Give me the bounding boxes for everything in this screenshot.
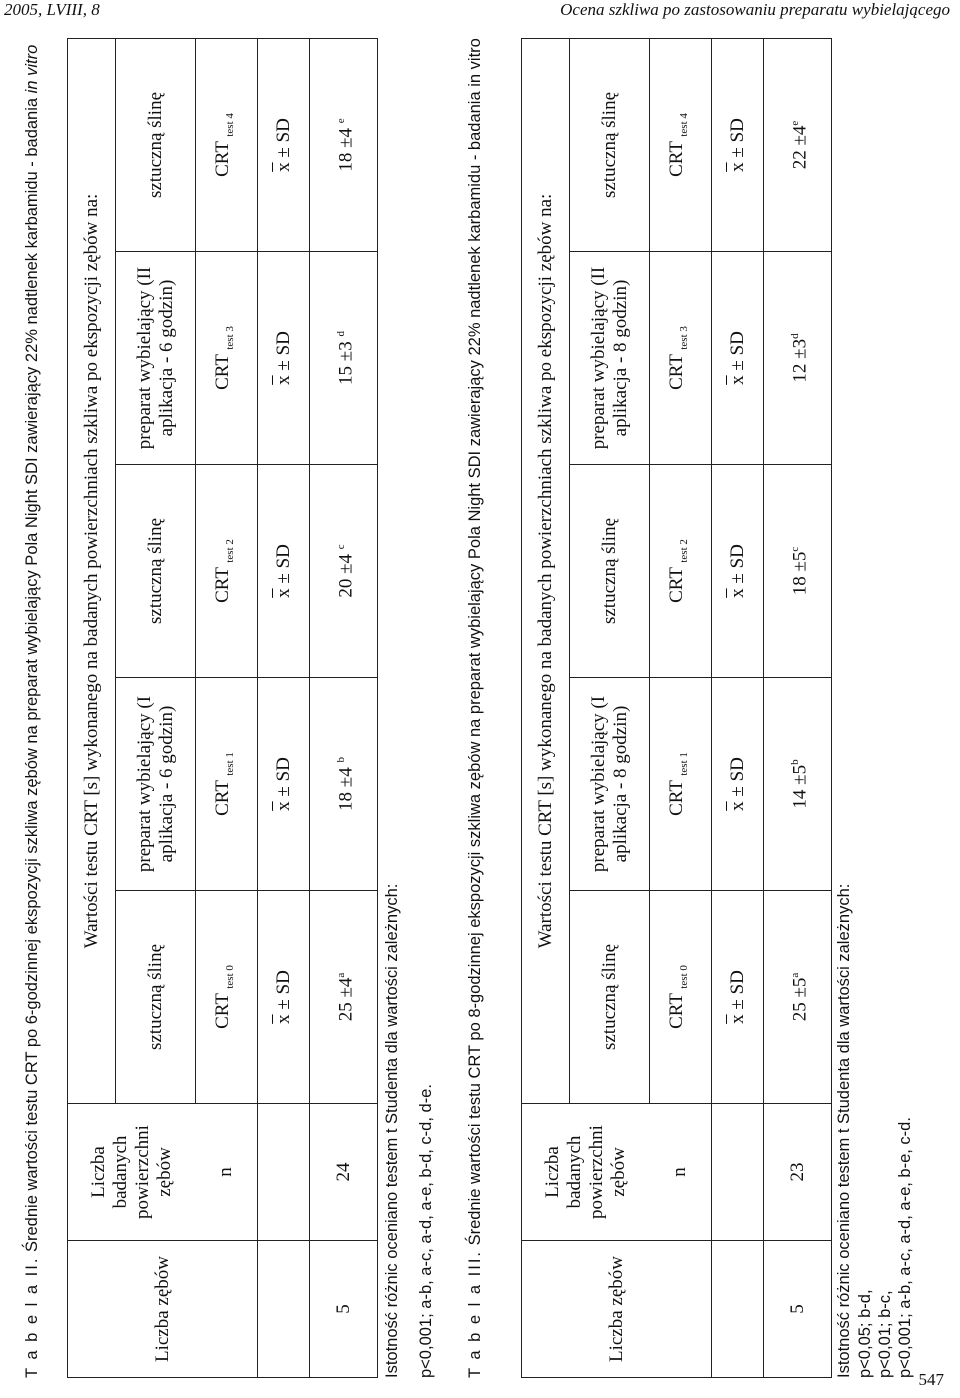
x-bar: $\overline{x}$ xyxy=(726,375,748,385)
table-iii-header-surfaces: Liczba badanych powierzchni zębów xyxy=(522,1104,650,1241)
value: 25 ±5 xyxy=(789,977,811,1022)
table-iii-crt-1 xyxy=(650,678,712,891)
crt-sub: test 2 xyxy=(223,539,236,563)
table-iii-n-label: n xyxy=(650,1104,712,1241)
table-iii-value-4 xyxy=(764,39,832,252)
table-ii-group-1: preparat wybielający (I aplikacja - 6 godzin) xyxy=(116,678,196,891)
crt-sub: test 3 xyxy=(677,326,690,350)
sig-letter: b xyxy=(334,757,347,763)
table-ii-value-1 xyxy=(310,678,378,891)
value: 25 ±4 xyxy=(335,977,357,1022)
table-iii-value-3 xyxy=(764,252,832,465)
sd-label: ± SD xyxy=(726,970,748,1010)
table-ii-group-4: sztuczną ślinę xyxy=(116,39,196,252)
sd-label: ± SD xyxy=(272,970,294,1010)
sd-label: ± SD xyxy=(726,331,748,371)
table-ii-value-4 xyxy=(310,39,378,252)
crt-sub: test 4 xyxy=(223,113,236,137)
value: 15 ±3 xyxy=(335,341,357,385)
table-iii-value-1 xyxy=(764,678,832,891)
table-iii-caption-text: Średnie wartości testu CRT po 8-godzinnej ekspozycji szkliwa zębów na preparat wybielający Pola Night SDI zawierający 22% nadtlenek karbamidu - badania in vitro xyxy=(466,38,484,1250)
crt-sub: test 1 xyxy=(223,752,236,776)
table-ii-header-teeth: Liczba zębów xyxy=(68,1241,258,1378)
value: 12 ±3 xyxy=(789,338,811,383)
sig-letter: a xyxy=(334,972,347,978)
table-iii-stat-0 xyxy=(712,891,764,1104)
table-iii-stat-3 xyxy=(712,252,764,465)
table-ii-note-line: p<0,001; a-b, a-c, a-d, a-e, b-d, c-d, d-e. xyxy=(417,1084,435,1378)
sd-label: ± SD xyxy=(726,757,748,797)
table-ii-caption xyxy=(22,38,43,1378)
table-iii-group-2: sztuczną ślinę xyxy=(570,465,650,678)
value: 18 ±5 xyxy=(789,551,811,596)
sig-letter: a xyxy=(788,972,801,978)
table-iii-group-0: sztuczną ślinę xyxy=(570,891,650,1104)
table-ii-stat-0 xyxy=(258,891,310,1104)
x-bar: $\overline{x}$ xyxy=(272,588,294,598)
table-iii-crt-2 xyxy=(650,465,712,678)
crt-sub: test 2 xyxy=(677,539,690,563)
value: 14 ±5 xyxy=(789,764,811,809)
x-bar: $\overline{x}$ xyxy=(726,162,748,172)
table-ii-surfaces-value: 24 xyxy=(310,1104,378,1241)
table-ii-label: T a b e l a II. xyxy=(23,1256,41,1378)
table-iii-blank xyxy=(712,1104,764,1241)
sd-label: ± SD xyxy=(272,544,294,584)
crt-label: CRT xyxy=(212,780,234,816)
table-ii-teeth-value: 5 xyxy=(310,1241,378,1378)
crt-label: CRT xyxy=(212,141,234,177)
table-ii-header-values: Wartości testu CRT [s] wykonanego na badanych powierzchniach szkliwa po ekspozycji zębów na: xyxy=(68,39,116,1104)
sig-letter: b xyxy=(788,759,801,765)
x-bar: $\overline{x}$ xyxy=(272,162,294,172)
table-iii-note-line: p<0,001; a-b, a-c, a-d, a-e, b-e, c-d. xyxy=(896,1117,914,1378)
table-ii-value-0 xyxy=(310,891,378,1104)
crt-sub: test 0 xyxy=(223,965,236,989)
sig-letter: e xyxy=(334,118,347,124)
crt-label: CRT xyxy=(666,993,688,1029)
crt-label: CRT xyxy=(666,780,688,816)
table-ii-crt-3 xyxy=(196,252,258,465)
table-iii-note-title: Istotność różnic oceniano testem t Studenta dla wartości zależnych: xyxy=(835,883,853,1378)
sd-label: ± SD xyxy=(726,544,748,584)
sd-label: ± SD xyxy=(272,757,294,797)
value: 22 ±4 xyxy=(789,125,811,170)
table-ii-group-0: sztuczną ślinę xyxy=(116,891,196,1104)
table-iii-group-4: sztuczną ślinę xyxy=(570,39,650,252)
table-ii-value-3 xyxy=(310,252,378,465)
table-iii-stat-4 xyxy=(712,39,764,252)
value: 18 ±4 xyxy=(335,767,357,811)
crt-label: CRT xyxy=(666,354,688,390)
table-ii-crt-0 xyxy=(196,891,258,1104)
table-ii-note-title: Istotność różnic oceniano testem t Studenta dla wartości zależnych: xyxy=(383,883,401,1378)
sd-label: ± SD xyxy=(272,118,294,158)
table-ii-group-3: preparat wybielający (II aplikacja - 6 godzin) xyxy=(116,252,196,465)
crt-label: CRT xyxy=(212,993,234,1029)
table-iii-crt-0 xyxy=(650,891,712,1104)
crt-sub: test 3 xyxy=(223,326,236,350)
table-iii-header-teeth: Liczba zębów xyxy=(522,1241,712,1378)
sig-letter: c xyxy=(334,544,347,550)
table-iii-crt-3 xyxy=(650,252,712,465)
rotated-page-content xyxy=(22,33,950,1378)
sd-label: ± SD xyxy=(272,331,294,371)
table-ii-crt-4 xyxy=(196,39,258,252)
table-ii-stat-2 xyxy=(258,465,310,678)
value: 20 ±4 xyxy=(335,553,357,598)
table-ii-stat-4 xyxy=(258,39,310,252)
table-iii xyxy=(521,38,832,1378)
crt-sub: test 4 xyxy=(677,113,690,137)
table-iii-stat-2 xyxy=(712,465,764,678)
table-ii-group-2: sztuczną ślinę xyxy=(116,465,196,678)
table-iii-label: T a b e l a III. xyxy=(466,1250,484,1378)
sig-letter: c xyxy=(788,546,801,552)
table-ii-header-surfaces: Liczba badanych powierzchni zębów xyxy=(68,1104,196,1241)
crt-label: CRT xyxy=(212,354,234,390)
x-bar: $\overline{x}$ xyxy=(726,588,748,598)
x-bar: $\overline{x}$ xyxy=(726,1014,748,1024)
page-number: 547 xyxy=(918,1370,944,1389)
running-header-left: 2005, LVIII, 8 xyxy=(4,0,100,19)
running-header-right: Ocena szkliwa po zastosowaniu preparatu wybielającego xyxy=(560,0,950,19)
x-bar: $\overline{x}$ xyxy=(272,375,294,385)
table-iii-note-line: p<0,01; b-c, xyxy=(876,1290,894,1378)
table-ii-blank xyxy=(258,1241,310,1378)
table-iii-group-3: preparat wybielający (II aplikacja - 8 godzin) xyxy=(570,252,650,465)
table-ii-stat-1 xyxy=(258,678,310,891)
table-ii-caption-text: Średnie wartości testu CRT po 6-godzinnej ekspozycji szkliwa zębów na preparat wybielający Pola Night SDI zawierający 22% nadtlenek karbamidu - badania xyxy=(23,93,41,1257)
table-iii-header-values: Wartości testu CRT [s] wykonanego na badanych powierzchniach szkliwa po ekspozycji zębów na: xyxy=(522,39,570,1104)
x-bar: $\overline{x}$ xyxy=(726,801,748,811)
crt-label: CRT xyxy=(666,567,688,603)
table-ii-stat-3 xyxy=(258,252,310,465)
table-ii-n-label: n xyxy=(196,1104,258,1241)
sig-letter: d xyxy=(334,331,347,337)
sd-label: ± SD xyxy=(726,118,748,158)
crt-sub: test 0 xyxy=(677,965,690,989)
crt-label: CRT xyxy=(666,141,688,177)
table-iii-value-0 xyxy=(764,891,832,1104)
table-ii-crt-2 xyxy=(196,465,258,678)
table-iii-teeth-value: 5 xyxy=(764,1241,832,1378)
crt-label: CRT xyxy=(212,567,234,603)
sig-letter: e xyxy=(788,120,801,126)
x-bar: $\overline{x}$ xyxy=(272,1014,294,1024)
table-iii-caption xyxy=(465,38,486,1378)
table-ii-value-2 xyxy=(310,465,378,678)
value: 18 ±4 xyxy=(335,127,357,172)
table-iii-blank xyxy=(712,1241,764,1378)
table-iii-stat-1 xyxy=(712,678,764,891)
table-ii-caption-italic: in vitro xyxy=(23,44,41,94)
table-ii-blank xyxy=(258,1104,310,1241)
x-bar: $\overline{x}$ xyxy=(272,801,294,811)
table-ii-crt-1 xyxy=(196,678,258,891)
table-ii xyxy=(67,38,378,1378)
table-iii-value-2 xyxy=(764,465,832,678)
table-iii-surfaces-value: 23 xyxy=(764,1104,832,1241)
sig-letter: d xyxy=(788,333,801,339)
table-iii-group-1: preparat wybielający (I aplikacja - 8 godzin) xyxy=(570,678,650,891)
crt-sub: test 1 xyxy=(677,752,690,776)
table-iii-note-line: p<0,05; b-d, xyxy=(856,1289,874,1378)
table-iii-crt-4 xyxy=(650,39,712,252)
